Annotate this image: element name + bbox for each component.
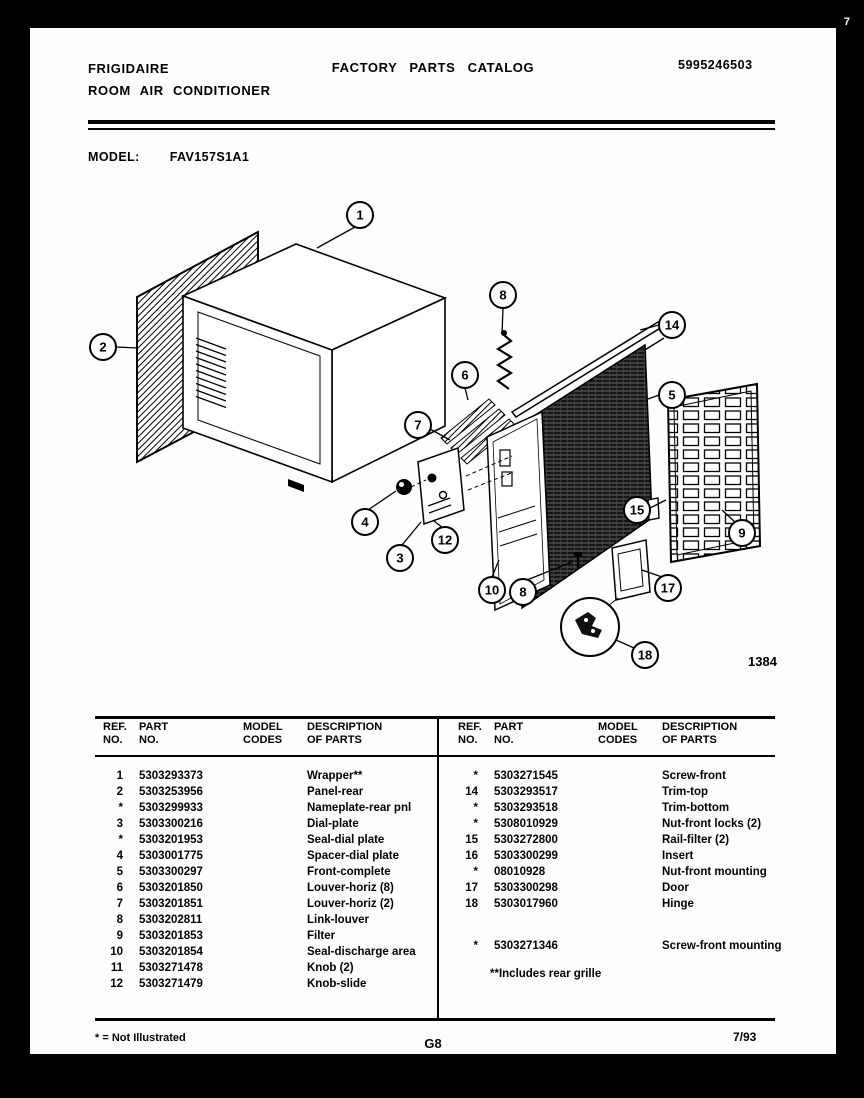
cell-ref: * [118,834,123,846]
cell-model [231,896,297,912]
cell-ref: 10 [110,946,123,958]
header-part: PART NO. [494,721,524,746]
part-hinge-detail [561,598,619,656]
part-wrapper-cabinet [183,244,445,492]
svg-text:14: 14 [664,317,680,333]
cell-desc: Panel-rear [307,786,364,798]
svg-text:5: 5 [668,387,676,403]
header-model: MODEL CODES [598,721,638,746]
table-header-left [95,718,435,748]
cell-desc: Nut-front mounting [662,866,767,878]
catalog-page [30,28,836,1054]
table-column-divider [437,716,439,1018]
cell-ref: 16 [465,850,478,862]
callout-2 [90,334,116,360]
cell-part: 5303300216 [139,818,203,830]
cell-desc: Wrapper** [307,770,363,782]
cell-part: 08010928 [494,866,546,878]
parts-table-row [95,928,435,944]
svg-text:12: 12 [437,532,453,548]
parts-table-row [95,816,435,832]
callout-5 [659,382,685,408]
cell-desc: Insert [662,850,694,862]
cell-desc: Nut-front locks (2) [662,818,762,830]
parts-table-row [450,800,780,816]
footer-page-number: G8 [424,1036,442,1051]
cell-model [231,800,297,816]
cell-ref: 2 [116,786,123,798]
cell-model [586,938,652,954]
cell-desc: Rail-filter (2) [662,834,730,846]
cabinet-foot [288,479,304,492]
cell-model [586,784,652,800]
part-door [612,540,650,600]
parts-table-row [95,800,435,816]
catalog-title: FACTORY PARTS CATALOG [331,60,535,75]
header-rule-thick [88,120,775,124]
cell-part: 5303271545 [494,770,558,782]
parts-table-row [450,848,780,864]
parts-table-row [95,832,435,848]
cell-part: 5303271479 [139,978,203,990]
cell-desc: Screw-front mounting [662,940,782,952]
cell-model [231,832,297,848]
footer-not-illustrated-note: * = Not Illustrated [95,1032,186,1044]
document-number: 5995246503 [678,58,753,72]
cell-model [586,880,652,896]
parts-table-row [95,864,435,880]
table-footnote: **Includes rear grille [490,968,602,980]
cell-desc: Louver-horiz (8) [307,882,394,894]
cell-ref: * [118,802,123,814]
cell-part: 5303300297 [139,866,203,878]
cell-part: 5303253956 [139,786,203,798]
header-ref: REF. NO. [103,721,127,746]
cell-part: 5303293517 [494,786,558,798]
cell-ref: 6 [116,882,123,894]
callout-17 [655,575,681,601]
table-body-left [95,768,435,992]
cell-model [586,800,652,816]
cell-model [231,928,297,944]
parts-table-row [95,768,435,784]
cell-part: 5303017960 [494,898,558,910]
parts-table-row [95,944,435,960]
footer-date: 7/93 [733,1030,757,1044]
cell-part: 5303202811 [139,914,203,926]
cell-ref: 7 [116,898,123,910]
cell-ref: * [473,802,478,814]
cell-ref: * [473,940,478,952]
exploded-diagram [30,188,836,716]
parts-table-row [450,816,780,832]
callout-18 [632,642,658,668]
cell-desc: Louver-horiz (2) [307,898,394,910]
cell-model [231,912,297,928]
model-line [88,150,249,164]
callout-1 [347,202,373,228]
header-ref: REF. NO. [458,721,482,746]
parts-table-left [95,718,435,992]
callout-9 [729,520,755,546]
parts-table-row [95,848,435,864]
cell-model [231,816,297,832]
svg-text:3: 3 [396,550,404,566]
parts-table-right [450,718,780,980]
parts-table-row [450,784,780,800]
cell-model [231,960,297,976]
parts-table-row [95,960,435,976]
cell-desc: Screw-front [662,770,726,782]
cell-model [231,976,297,992]
cell-ref: 15 [465,834,478,846]
cell-part: 5303300298 [494,882,558,894]
cell-ref: 4 [116,850,123,862]
parts-table-row [95,784,435,800]
cell-desc: Trim-bottom [662,802,730,814]
cell-ref: 8 [116,914,123,926]
svg-text:9: 9 [738,525,746,541]
callout-6 [452,362,478,388]
svg-text:4: 4 [361,514,369,530]
cell-desc: Spacer-dial plate [307,850,400,862]
cell-model [231,768,297,784]
parts-table-row [450,938,780,954]
cell-part: 5303201850 [139,882,203,894]
parts-table-row [450,880,780,896]
cell-desc: Hinge [662,898,694,910]
callout-15 [624,497,650,523]
svg-text:2: 2 [99,339,107,355]
callout-8-top [490,282,516,308]
header-part: PART NO. [139,721,169,746]
cell-desc: Link-louver [307,914,369,926]
part-link-louver-upper [498,330,511,389]
cell-part: 5303201851 [139,898,203,910]
header-rule-thin [88,128,775,130]
cell-model [586,768,652,784]
cell-part: 5303271478 [139,962,203,974]
parts-table-row [95,976,435,992]
callout-3 [387,545,413,571]
table-bottom-rule [95,1018,775,1021]
table-body-right [450,768,780,912]
model-label: MODEL: [88,150,140,164]
callout-7 [405,412,431,438]
cell-ref: 14 [465,786,478,798]
cell-model [231,784,297,800]
cell-part: 5303201853 [139,930,203,942]
model-number: FAV157S1A1 [169,150,250,164]
callout-8-lower [510,579,536,605]
cell-desc: Knob (2) [307,962,354,974]
figure-number: 1384 [748,654,777,669]
cell-model [231,880,297,896]
cell-desc: Knob-slide [307,978,367,990]
cell-ref: 18 [465,898,478,910]
cell-desc: Seal-discharge area [307,946,416,958]
cell-part: 5303001775 [139,850,203,862]
cell-model [586,848,652,864]
part-knob [396,479,412,495]
parts-table-row [95,912,435,928]
parts-table-row [95,880,435,896]
cell-desc: Filter [307,930,336,942]
cell-model [586,896,652,912]
parts-table-row [95,896,435,912]
cell-ref: 1 [116,770,123,782]
table-body-right-extra [450,938,780,954]
cell-desc: Dial-plate [307,818,359,830]
header-desc: DESCRIPTION OF PARTS [662,721,738,746]
cell-part: 5303272800 [494,834,558,846]
cell-desc: Trim-top [662,786,708,798]
cell-model [586,832,652,848]
part-dial-plate [418,448,464,524]
cell-desc: Front-complete [307,866,391,878]
callout-10 [479,577,505,603]
parts-table-row [450,864,780,880]
svg-text:6: 6 [461,367,469,383]
cell-ref: 11 [110,962,123,974]
cell-ref: 17 [465,882,478,894]
parts-table-row [450,768,780,784]
cell-model [231,864,297,880]
cell-ref: * [473,770,478,782]
svg-text:18: 18 [637,647,653,663]
cell-desc: Nameplate-rear pnl [307,802,412,814]
product-line: ROOM AIR CONDITIONER [88,83,271,98]
table-header-right [450,718,780,748]
callout-4 [352,509,378,535]
callout-14 [659,312,685,338]
scan-artifact: 7 [843,16,850,28]
svg-text:10: 10 [484,582,500,598]
cell-desc: Door [662,882,689,894]
cell-part: 5303300299 [494,850,558,862]
cell-model [586,864,652,880]
cell-ref: 5 [116,866,123,878]
svg-text:8: 8 [499,287,507,303]
svg-text:15: 15 [629,502,645,518]
parts-table-row [450,832,780,848]
cell-ref: * [473,866,478,878]
cell-part: 5303201854 [139,946,203,958]
cell-part: 5303293518 [494,802,558,814]
cell-model [586,816,652,832]
cell-ref: 12 [110,978,123,990]
cell-model [231,944,297,960]
cell-part: 5303271346 [494,940,558,952]
cell-model [231,848,297,864]
svg-text:17: 17 [660,580,676,596]
callout-12 [432,527,458,553]
cell-ref: * [473,818,478,830]
parts-table-row [450,896,780,912]
cell-part: 5303299933 [139,802,203,814]
cell-part: 5303293373 [139,770,203,782]
cell-desc: Seal-dial plate [307,834,385,846]
cell-part: 5308010929 [494,818,558,830]
svg-text:8: 8 [519,584,527,600]
cell-part: 5303201953 [139,834,203,846]
svg-text:7: 7 [414,417,422,433]
header-desc: DESCRIPTION OF PARTS [307,721,383,746]
cell-ref: 9 [116,930,123,942]
cell-ref: 3 [116,818,123,830]
header-model: MODEL CODES [243,721,283,746]
svg-text:1: 1 [356,207,364,223]
brand-name: FRIGIDAIRE [88,61,170,76]
